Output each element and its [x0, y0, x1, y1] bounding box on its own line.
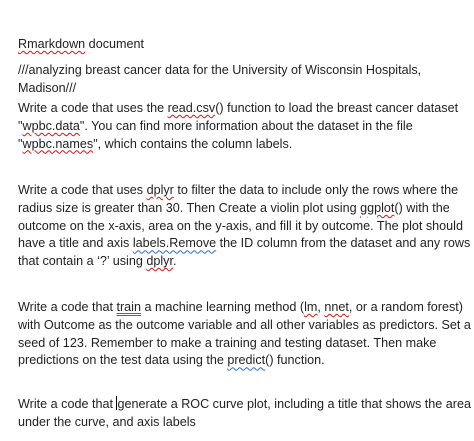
p2-line-4	[18, 235, 471, 253]
p1-line-3	[18, 136, 468, 154]
p3-text-b: a machine learning method (	[140, 300, 305, 314]
p4-text-a: Write a code that	[18, 397, 117, 411]
p2-text-l2: radius size is greater than 30. Then Create a violin plot using	[18, 200, 361, 215]
p3-line-4	[18, 352, 468, 370]
p3-line-1	[18, 299, 468, 317]
p3-text-a: Write a code that	[18, 300, 117, 314]
predict-word: predict	[227, 353, 266, 368]
wpbc-data-word: wpbc.data	[22, 118, 80, 133]
p3-text-f: () function.	[265, 353, 325, 368]
p2-text-d: have a title and axis	[18, 236, 133, 251]
p1-line-1	[18, 100, 468, 118]
p1-text-d: ", which contains the column labels.	[93, 136, 293, 151]
p3-text-e: predictions on the test data using the	[18, 353, 228, 368]
intro-paragraph	[18, 62, 468, 98]
train-word: train	[116, 300, 141, 314]
dplyr-word-1: dplyr	[146, 183, 174, 197]
paragraph-roc-curve	[18, 396, 472, 432]
p2-text-a: Write a code that uses	[18, 183, 147, 197]
p2-text-c: () with the	[394, 200, 450, 215]
ggplot-word: ggplot	[360, 200, 395, 215]
intro-line-2: Madison///	[18, 80, 77, 95]
p1-text-b: () function to load the breast cancer dataset	[215, 101, 459, 115]
p3-text-c: ,	[317, 300, 325, 314]
nnet-word: nnet	[324, 300, 349, 314]
paragraph-load-data	[18, 100, 468, 153]
p3-text-d: , or a random forest)	[348, 300, 463, 314]
p2-line-5	[18, 253, 468, 271]
p2-text-e: the ID column from the dataset and any rows	[216, 236, 471, 251]
p2-line-1	[18, 182, 468, 200]
p2-text-f: that contain a ‘?’ using	[18, 254, 147, 269]
title-word-document: document	[85, 37, 144, 51]
p4-text-b: enerate a ROC curve plot, including a title that shows the area	[124, 397, 472, 411]
p1-quote-1: "	[18, 118, 23, 133]
p2-line-2	[18, 200, 468, 218]
lm-word: lm	[304, 300, 318, 314]
p3-line-3: seed of 123. Remember to make a training and testing dataset. Then make	[18, 335, 437, 350]
wpbc-names-word: wpbc.names	[22, 136, 94, 151]
paragraph-filter-violin	[18, 182, 471, 271]
p2-line-3: outcome on the x-axis, area on the y-axis, and fill it by outcome. The plot should	[18, 218, 463, 233]
p1-text-c: ". You can find more information about the dataset in the file	[79, 118, 413, 133]
p1-quote-2: "	[18, 136, 23, 151]
intro-line-1: ///analyzing breast cancer data for the University of Wisconsin Hospitals,	[18, 63, 422, 77]
p1-line-2	[18, 118, 468, 136]
read-csv-word: read.csv	[167, 101, 216, 115]
p2-text-g: .	[172, 254, 177, 269]
title-word-rmarkdown: Rmarkdown	[18, 37, 86, 51]
dplyr-word-2: dplyr	[146, 254, 173, 269]
p1-text-a: Write a code that uses the	[18, 101, 168, 115]
p2-text-b: to filter the data to include only the rows where the	[173, 183, 459, 197]
p4-line-1	[18, 396, 472, 414]
document-title	[18, 36, 468, 54]
p4-text-g: g	[117, 397, 125, 411]
p3-line-2: with Outcome as the outcome variable and all other variables as predictors. Set a	[18, 317, 471, 332]
paragraph-train-model	[18, 299, 471, 370]
p4-line-2: under the curve, and axis labels	[18, 414, 196, 429]
labels-remove-word: labels.Remove	[132, 236, 217, 251]
